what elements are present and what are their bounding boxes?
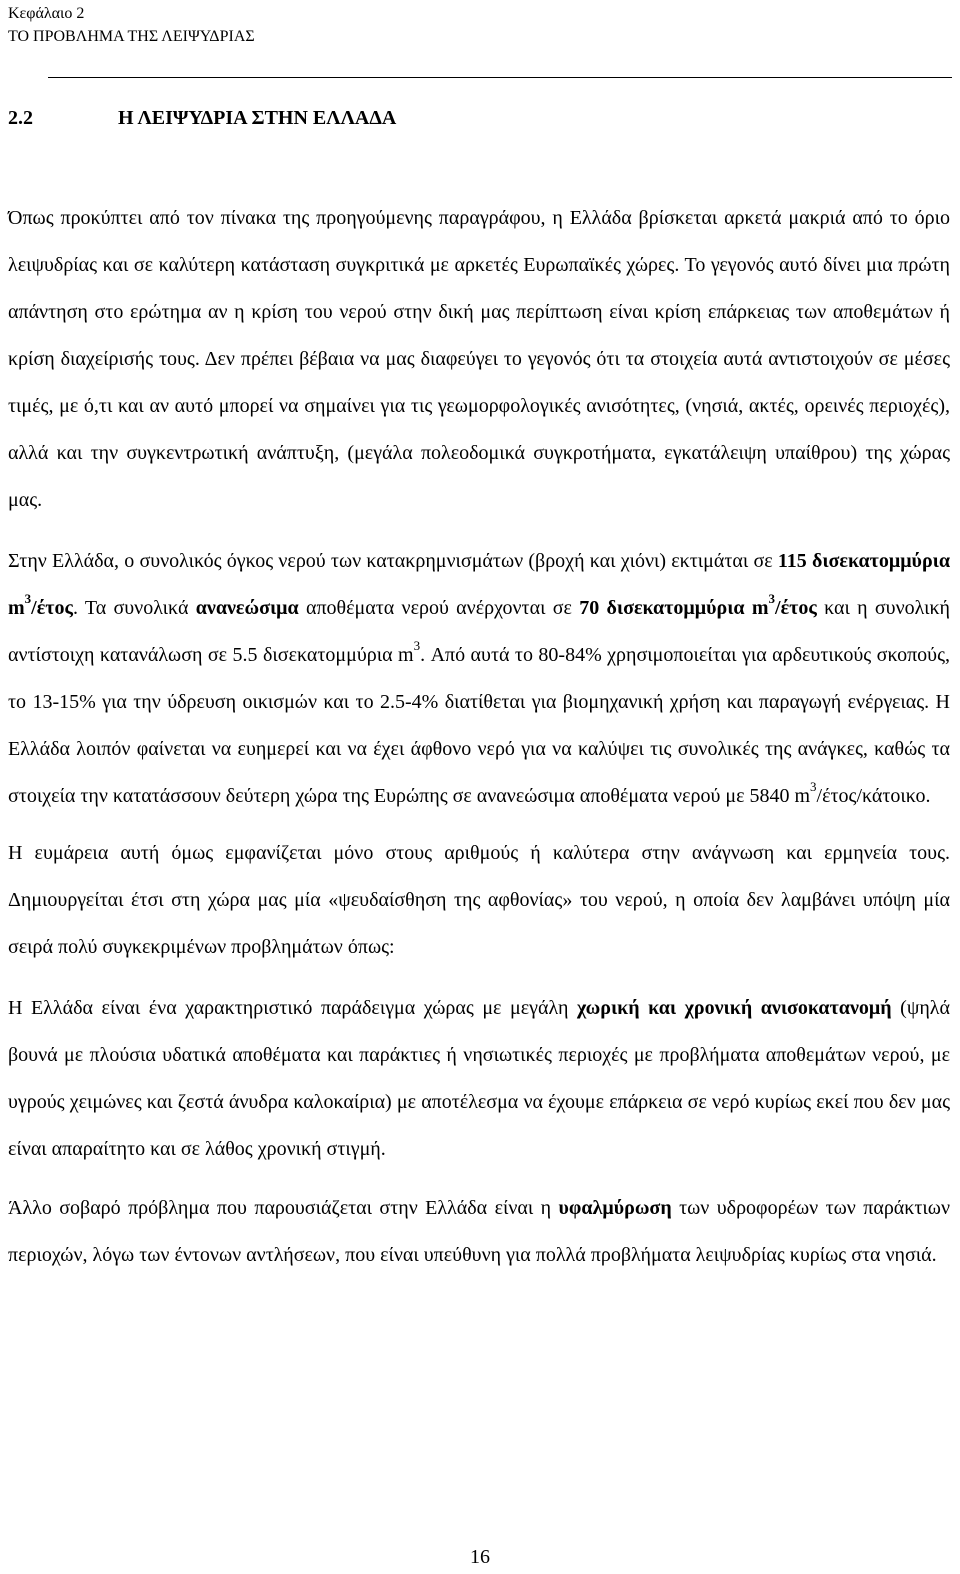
paragraph-4-text-2: (ψηλά βουνά με πλούσια υδατικά αποθέματα και παράκτιες ή νησιωτικές περιοχές με προβλήματα αποθεμάτων νερού, με υγρούς χειμώνες και ζεστά άνυδρα καλοκαίρια) με αποτέλεσμα να έχουμε επάρκεια σε νερό κυρίως εκεί που δεν μας είναι απαραίτητο και σε λάθος χρονική στιγμή.: [8, 997, 950, 1160]
paragraph-2-text-4: και η συνολική αντίστοιχη κατανάλωση σε 5.5 δισεκατομμύρια m: [8, 597, 950, 666]
paragraph-5: [8, 1185, 950, 1279]
paragraph-2-text-1: Στην Ελλάδα, ο συνολικός όγκος νερού των κατακρημνισμάτων (βροχή και χιόνι) εκτιμάται σε: [8, 550, 778, 572]
paragraph-4: [8, 985, 950, 1173]
paragraph-2-text-2: . Τα συνολικά: [72, 597, 196, 619]
uneven-distribution-emphasis: χωρική και χρονική ανισοκατανομή: [576, 997, 892, 1019]
superscript-3: 3: [24, 591, 32, 607]
chapter-title: ΤΟ ΠΡΟΒΛΗΜΑ ΤΗΣ ΛΕΙΨΥΔΡΙΑΣ: [8, 28, 255, 45]
paragraph-5-text-1: Άλλο σοβαρό πρόβλημα που παρουσιάζεται στην Ελλάδα είναι η: [8, 1197, 559, 1219]
chapter-label: Κεφάλαιο 2: [8, 5, 85, 22]
header-rule: [48, 77, 952, 78]
paragraph-2-text-3: αποθέματα νερού ανέρχονται σε: [298, 597, 580, 619]
per-year-unit: /έτος: [31, 597, 73, 619]
salinization-emphasis: υφαλμύρωση: [558, 1197, 672, 1219]
superscript-3: 3: [413, 638, 421, 654]
renewable-volume: [579, 591, 817, 619]
paragraph-2-text-6: /έτος/κάτοικο.: [816, 785, 931, 807]
superscript-3: 3: [768, 591, 776, 607]
paragraph-5-text-2: των υδροφορέων των παράκτιων περιοχών, λόγω των έντονων αντλήσεων, που είναι υπεύθυνη για πολλά προβλήματα λειψυδρίας κυρίως στα νησιά.: [8, 1197, 950, 1266]
page-number: 16: [470, 1546, 490, 1568]
renewable-emphasis: ανανεώσιμα: [195, 597, 299, 619]
paragraph-2-text-5: . Από αυτά το 80-84% χρησιμοποιείται για αρδευτικούς σκοπούς, το 13-15% για την ύδρευση οικισμών και το 2.5-4% διατίθεται για βιομηχανική χρήση και παραγωγή ενέργειας. Η Ελλάδα λοιπόν φαίνεται να ευημερεί και να έχει άφθονο νερό για να καλύψει τις συνολικές της ανάγκες, καθώς τα στοιχεία την κατατάσσουν δεύτερη χώρα της Ευρώπης σε ανανεώσιμα αποθέματα νερού με 5840 m: [8, 644, 951, 807]
paragraph-1-text: Όπως προκύπτει από τον πίνακα της προηγούμενης παραγράφου, η Ελλάδα βρίσκεται αρκετά μακριά από το όριο λειψυδρίας και σε καλύτερη κατάσταση συγκριτικά με αρκετές Ευρωπαϊκές χώρες. Το γεγονός αυτό δίνει μια πρώτη απάντηση στο ερώτημα αν η κρίση του νερού στην δική μας περίπτωση είναι κρίση επάρκειας των αποθεμάτων ή κρίση διαχείρισής τους. Δεν πρέπει βέβαια να μας διαφεύγει το γεγονός ότι τα στοιχεία αυτά αντιστοιχούν σε μέσες τιμές, με ό,τι και αν αυτό μπορεί να σημαίνει για τις γεωμορφολογικές ανισότητες, (νησιά, ακτές, ορεινές περιοχές), αλλά και την συγκεντρωτική ανάπτυξη, (μεγάλα πολεοδομικά συγκροτήματα, εγκατάλειψη υπαίθρου) της χώρας μας.: [8, 207, 950, 511]
renewable-volume-value: 70 δισεκατομμύρια m: [579, 597, 769, 619]
running-header: [8, 2, 255, 48]
paragraph-3-text: Η ευμάρεια αυτή όμως εμφανίζεται μόνο στους αριθμούς ή καλύτερα στην ανάγνωση και ερμηνεία τους. Δημιουργείται έτσι στη χώρα μας μία «ψευδαίσθηση της αφθονίας» του νερού, η οποία δεν λαμβάνει υπόψη μία σειρά πολύ συγκεκριμένων προβλημάτων όπως:: [8, 842, 950, 958]
section-heading: [8, 104, 396, 132]
paragraph-4-text-1: Η Ελλάδα είναι ένα χαρακτηριστικό παράδειγμα χώρας με μεγάλη: [8, 997, 577, 1019]
body-text: [8, 195, 950, 1289]
section-number: 2.2: [8, 107, 33, 129]
superscript-3: 3: [810, 779, 817, 795]
paragraph-2: [8, 538, 950, 820]
paragraph-3: [8, 830, 950, 971]
precipitation-volume-value: 115 δισεκατομμύρια m: [8, 550, 951, 619]
paragraph-1: [8, 195, 950, 524]
per-year-unit: /έτος: [775, 597, 817, 619]
section-title: Η ΛΕΙΨΥΔΡΙΑ ΣΤΗΝ ΕΛΛΑΔΑ: [118, 107, 397, 129]
